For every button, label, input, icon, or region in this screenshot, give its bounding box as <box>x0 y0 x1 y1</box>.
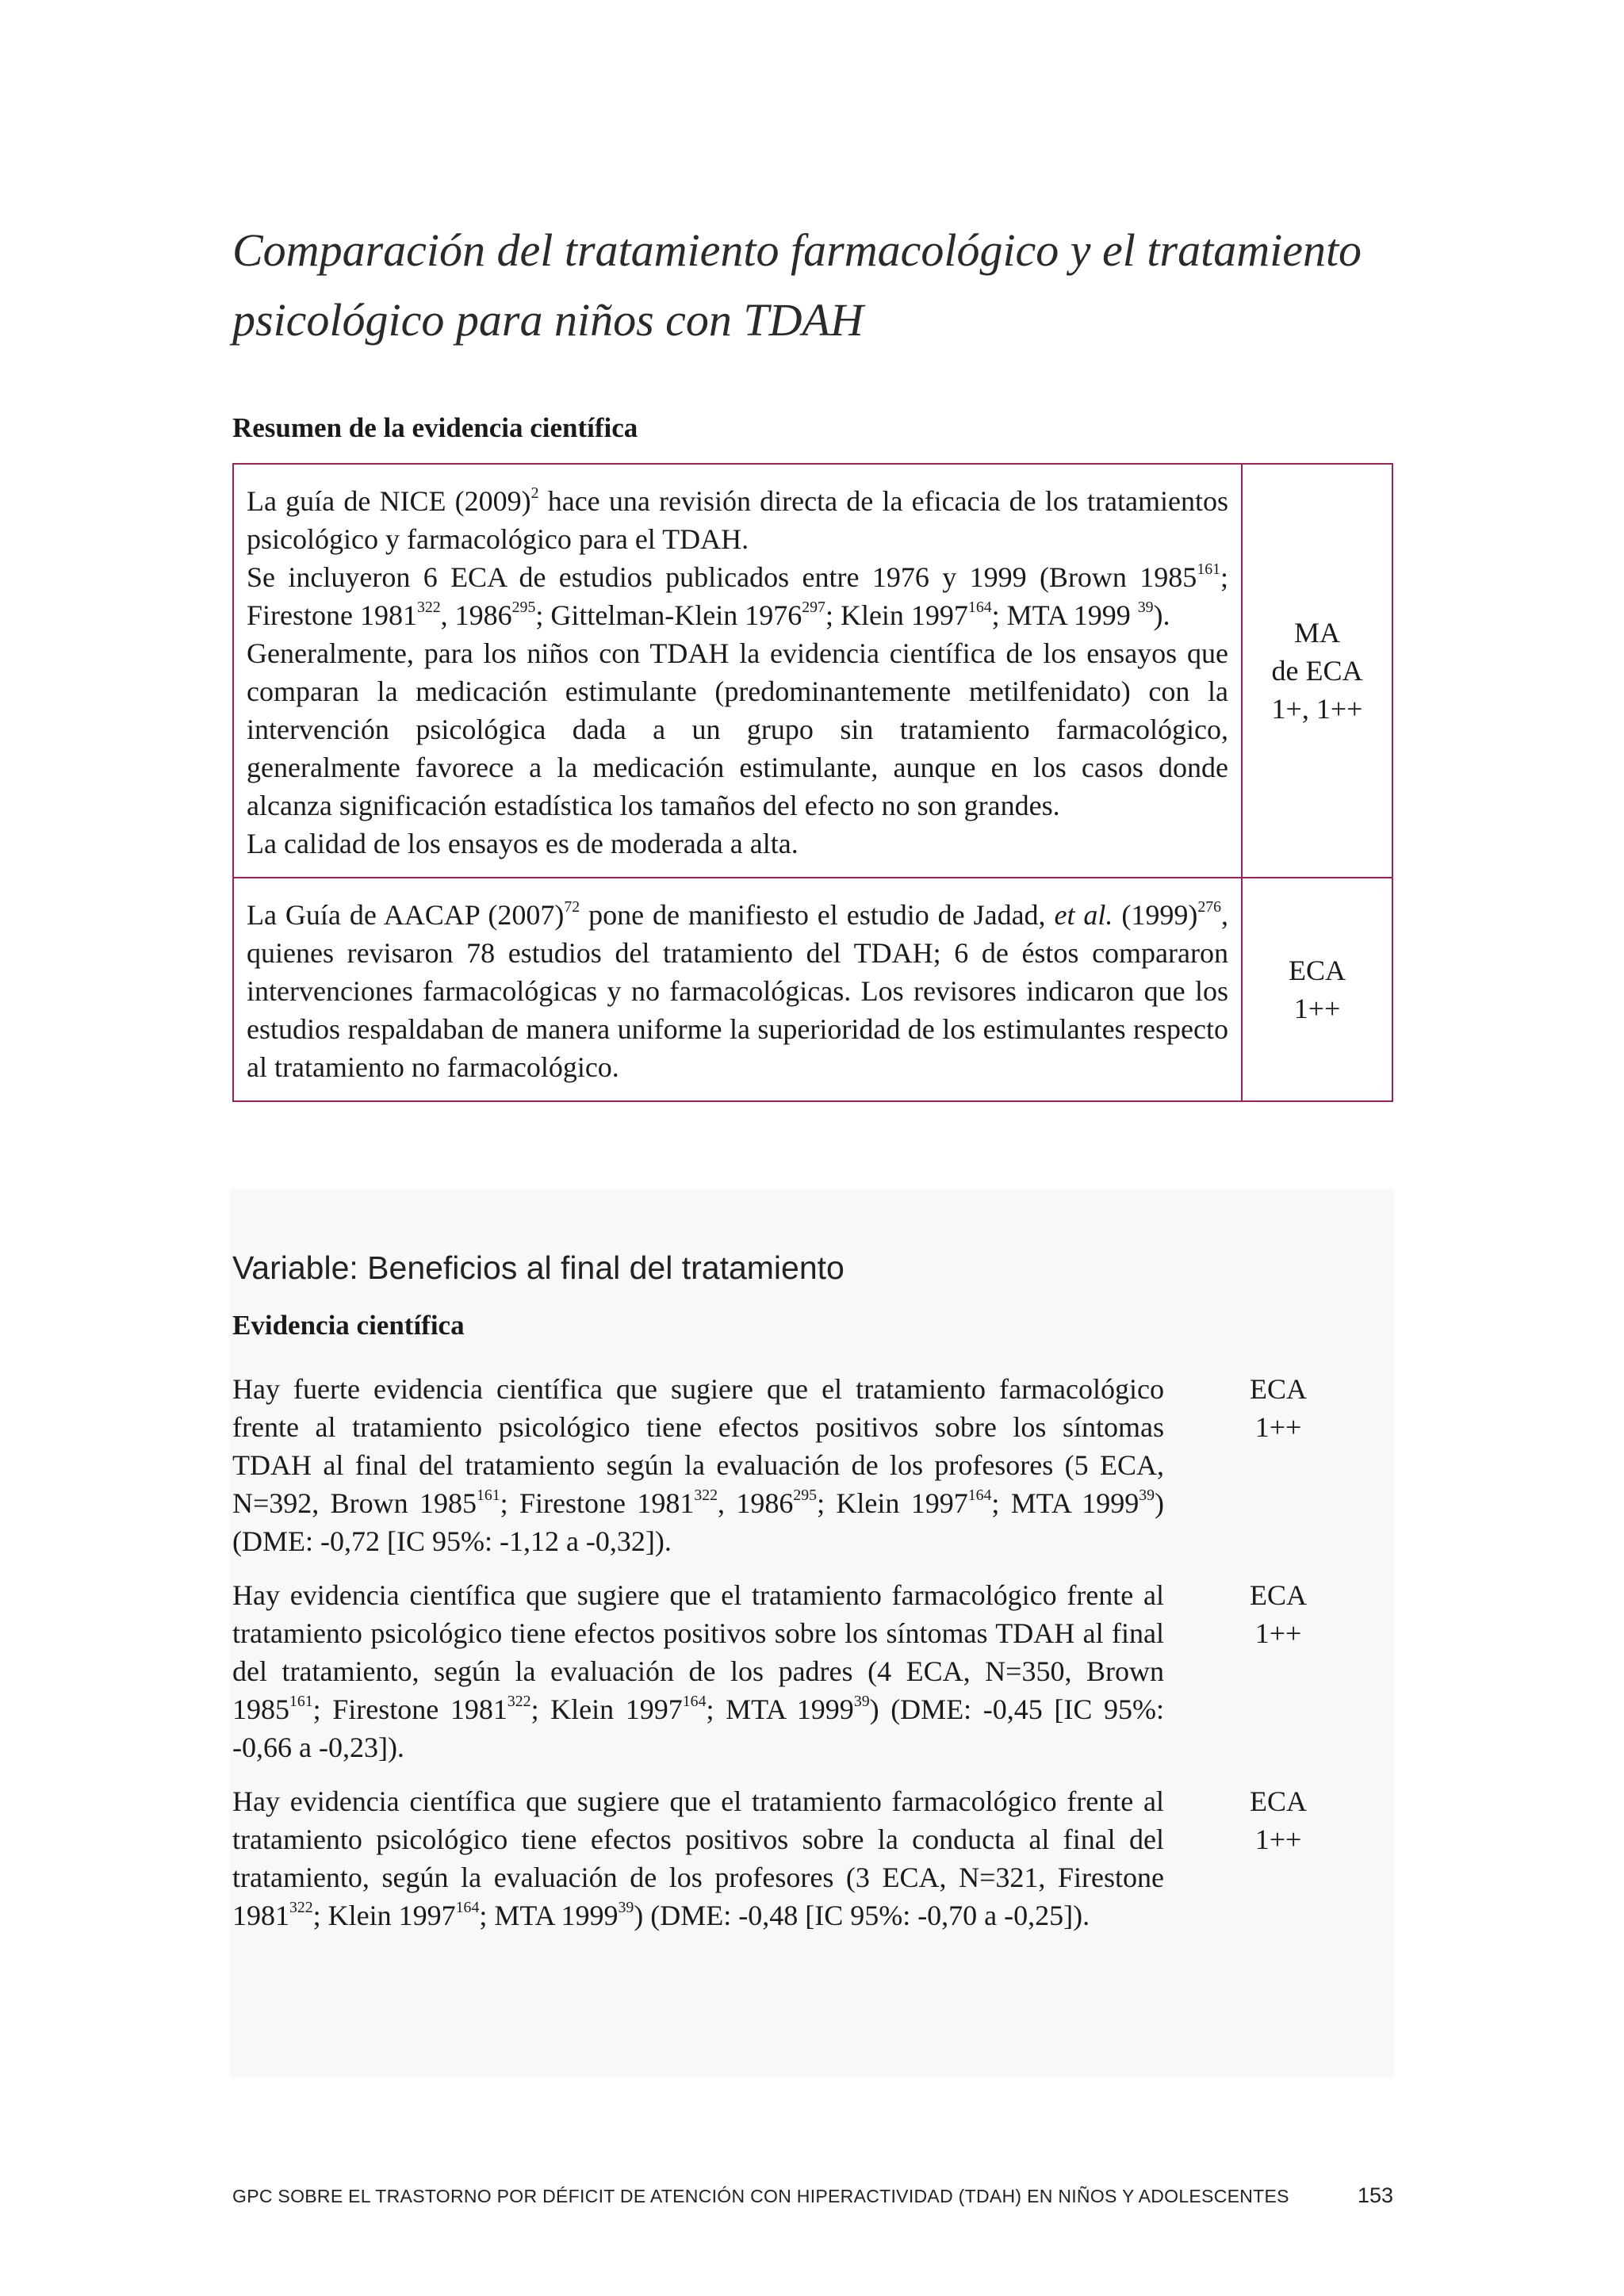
reference-superscript: 39 <box>853 1693 870 1711</box>
evidence-level-line: 1++ <box>1293 993 1341 1024</box>
reference-superscript: 164 <box>967 1487 992 1505</box>
text-run: , quienes revisaron 78 estudios del tratamiento del TDAH; 6 de éstos compararon intervenciones farmacológicas y no farmacológicas. Los revisores indicaron que los estudios respaldaban de manera uniforme la superioridad de los estimulantes respecto al tratamiento no farmacológico. <box>247 899 1228 1083</box>
text-run: ; MTA 1999 <box>479 1900 619 1931</box>
reference-superscript: 72 <box>564 898 580 916</box>
reference-superscript: 39 <box>1139 1487 1155 1505</box>
text-run: ; Firestone 1981 <box>312 1693 508 1725</box>
reference-superscript: 161 <box>289 1693 313 1711</box>
text-run: La Guía de AACAP (2007) <box>247 899 565 931</box>
evidence-level <box>1199 1782 1358 1858</box>
reference-superscript: 164 <box>682 1693 707 1711</box>
text-run: Hay evidencia científica que sugiere que el tratamiento farmacológico frente al tratamiento psicológico tiene efectos positivos sobre la conducta al final del tratamiento, según la evaluación de los profesores (3 ECA, N=321, Firestone 1981 <box>232 1785 1164 1931</box>
text-run: ; MTA 1999 <box>991 599 1138 631</box>
footer-running-title: GPC SOBRE EL TRASTORNO POR DÉFICIT DE ATENCIÓN CON HIPERACTIVIDAD (TDAH) EN NIÑOS Y ADOLESCENTES <box>232 2186 1289 2206</box>
reference-superscript: 2 <box>530 484 539 503</box>
text-run: Se incluyeron 6 ECA de estudios publicados entre 1976 y 1999 (Brown 1985 <box>247 561 1197 593</box>
evidence-statement <box>232 1782 1164 1934</box>
reference-superscript: 161 <box>1197 561 1220 579</box>
summary-paragraph <box>247 896 1228 1086</box>
evidence-level-line: 1++ <box>1254 1411 1302 1443</box>
evidence-level-line: MA <box>1293 617 1340 649</box>
summary-paragraph <box>247 558 1228 634</box>
reference-superscript: 322 <box>289 1899 313 1917</box>
reference-superscript: 164 <box>455 1899 480 1917</box>
page-title: Comparación del tratamiento farmacológico y el tratamiento psicológico para niños con TDAH <box>232 224 1362 346</box>
evidence-level-line: de ECA <box>1271 655 1363 687</box>
evidence-level-cell <box>1242 878 1392 1101</box>
evidence-level-line: 1+, 1++ <box>1271 693 1363 725</box>
reference-superscript: 39 <box>1137 599 1154 617</box>
text-run: ; Klein 1997 <box>817 1487 968 1519</box>
evidence-subheading: Evidencia científica <box>232 1310 465 1341</box>
summary-paragraph <box>247 482 1228 558</box>
summary-text-cell <box>233 464 1242 878</box>
summary-row-aacap <box>233 878 1392 1101</box>
reference-superscript: 295 <box>793 1487 818 1505</box>
evidence-statement <box>232 1576 1164 1766</box>
evidence-level-line: 1++ <box>1254 1823 1302 1855</box>
text-run: , 1986 <box>440 599 512 631</box>
text-run: ; MTA 1999 <box>991 1487 1139 1519</box>
summary-row-nice <box>233 464 1392 878</box>
text-run: ; Klein 1997 <box>312 1900 456 1931</box>
evidence-summary-table <box>232 463 1393 1102</box>
text-run: hace una revisión directa de la eficacia de los tratamientos psicológico y farmacológico para el TDAH. <box>247 485 1228 555</box>
reference-superscript: 161 <box>477 1487 500 1505</box>
evidence-level <box>1199 1576 1358 1652</box>
text-run: ) (DME: -0,72 [IC 95%: -1,12 a -0,32]). <box>232 1487 1165 1557</box>
reference-superscript: 322 <box>694 1487 718 1505</box>
text-run: ; Klein 1997 <box>825 599 968 631</box>
page-number: 153 <box>1358 2183 1394 2207</box>
evidence-statement <box>232 1370 1164 1560</box>
summary-paragraph: La calidad de los ensayos es de moderada a alta. <box>247 828 799 859</box>
text-run: ; MTA 1999 <box>706 1693 854 1725</box>
reference-superscript: 164 <box>967 599 992 617</box>
variable-heading: Variable: Beneficios al final del tratamiento <box>232 1249 845 1286</box>
text-run: ; Gittelman-Klein 1976 <box>535 599 802 631</box>
summary-paragraph: Generalmente, para los niños con TDAH la evidencia científica de los ensayos que comparan la medicación estimulante (predominantemente metilfenidato) con la intervención psicológica dada a un grupo sin tratamiento farmacológico, generalmente favorece a la medicación estimulante, aunque en los casos donde alcanza significación estadística los tamaños del efecto no son grandes. <box>247 637 1228 821</box>
text-run: ; Klein 1997 <box>530 1693 683 1725</box>
evidence-level-line: ECA <box>1250 1373 1307 1405</box>
text-run: , 1986 <box>718 1487 794 1519</box>
text-run: Hay fuerte evidencia científica que sugiere que el tratamiento farmacológico frente al tratamiento psicológico tiene efectos positivos sobre los síntomas TDAH al final del tratamiento según la evaluación de los profesores (5 ECA, N=392, Brown 1985 <box>232 1373 1164 1519</box>
evidence-level-line: 1++ <box>1254 1617 1302 1649</box>
reference-superscript: 297 <box>802 599 825 617</box>
italic-text: et al. <box>1054 899 1113 931</box>
reference-superscript: 39 <box>618 1899 634 1917</box>
reference-superscript: 276 <box>1197 898 1221 916</box>
text-run: ). <box>1153 599 1170 631</box>
summary-heading: Resumen de la evidencia científica <box>232 412 638 443</box>
reference-superscript: 322 <box>507 1693 531 1711</box>
text-run: ) (DME: -0,48 [IC 95%: -0,70 a -0,25]). <box>634 1900 1090 1931</box>
evidence-level <box>1199 1370 1358 1446</box>
text-run: La guía de NICE (2009) <box>247 485 531 517</box>
text-run: ) (DME: -0,45 [IC 95%: -0,66 a -0,23]). <box>232 1693 1164 1763</box>
text-run: (1999) <box>1113 899 1198 931</box>
text-run: pone de manifiesto el estudio de Jadad, <box>580 899 1055 931</box>
evidence-level-line: ECA <box>1289 955 1346 986</box>
evidence-level-line: ECA <box>1250 1579 1307 1611</box>
evidence-level-line: ECA <box>1250 1785 1307 1817</box>
reference-superscript: 322 <box>416 599 441 617</box>
evidence-level-cell <box>1242 464 1392 878</box>
text-run: Hay evidencia científica que sugiere que el tratamiento farmacológico frente al tratamiento psicológico tiene efectos positivos sobre los síntomas TDAH al final del tratamiento, según la evaluación de los padres (4 ECA, N=350, Brown 1985 <box>232 1579 1164 1725</box>
text-run: ; Firestone 1981 <box>247 561 1228 631</box>
text-run: ; Firestone 1981 <box>500 1487 695 1519</box>
reference-superscript: 295 <box>511 599 536 617</box>
summary-text-cell <box>233 878 1242 1101</box>
